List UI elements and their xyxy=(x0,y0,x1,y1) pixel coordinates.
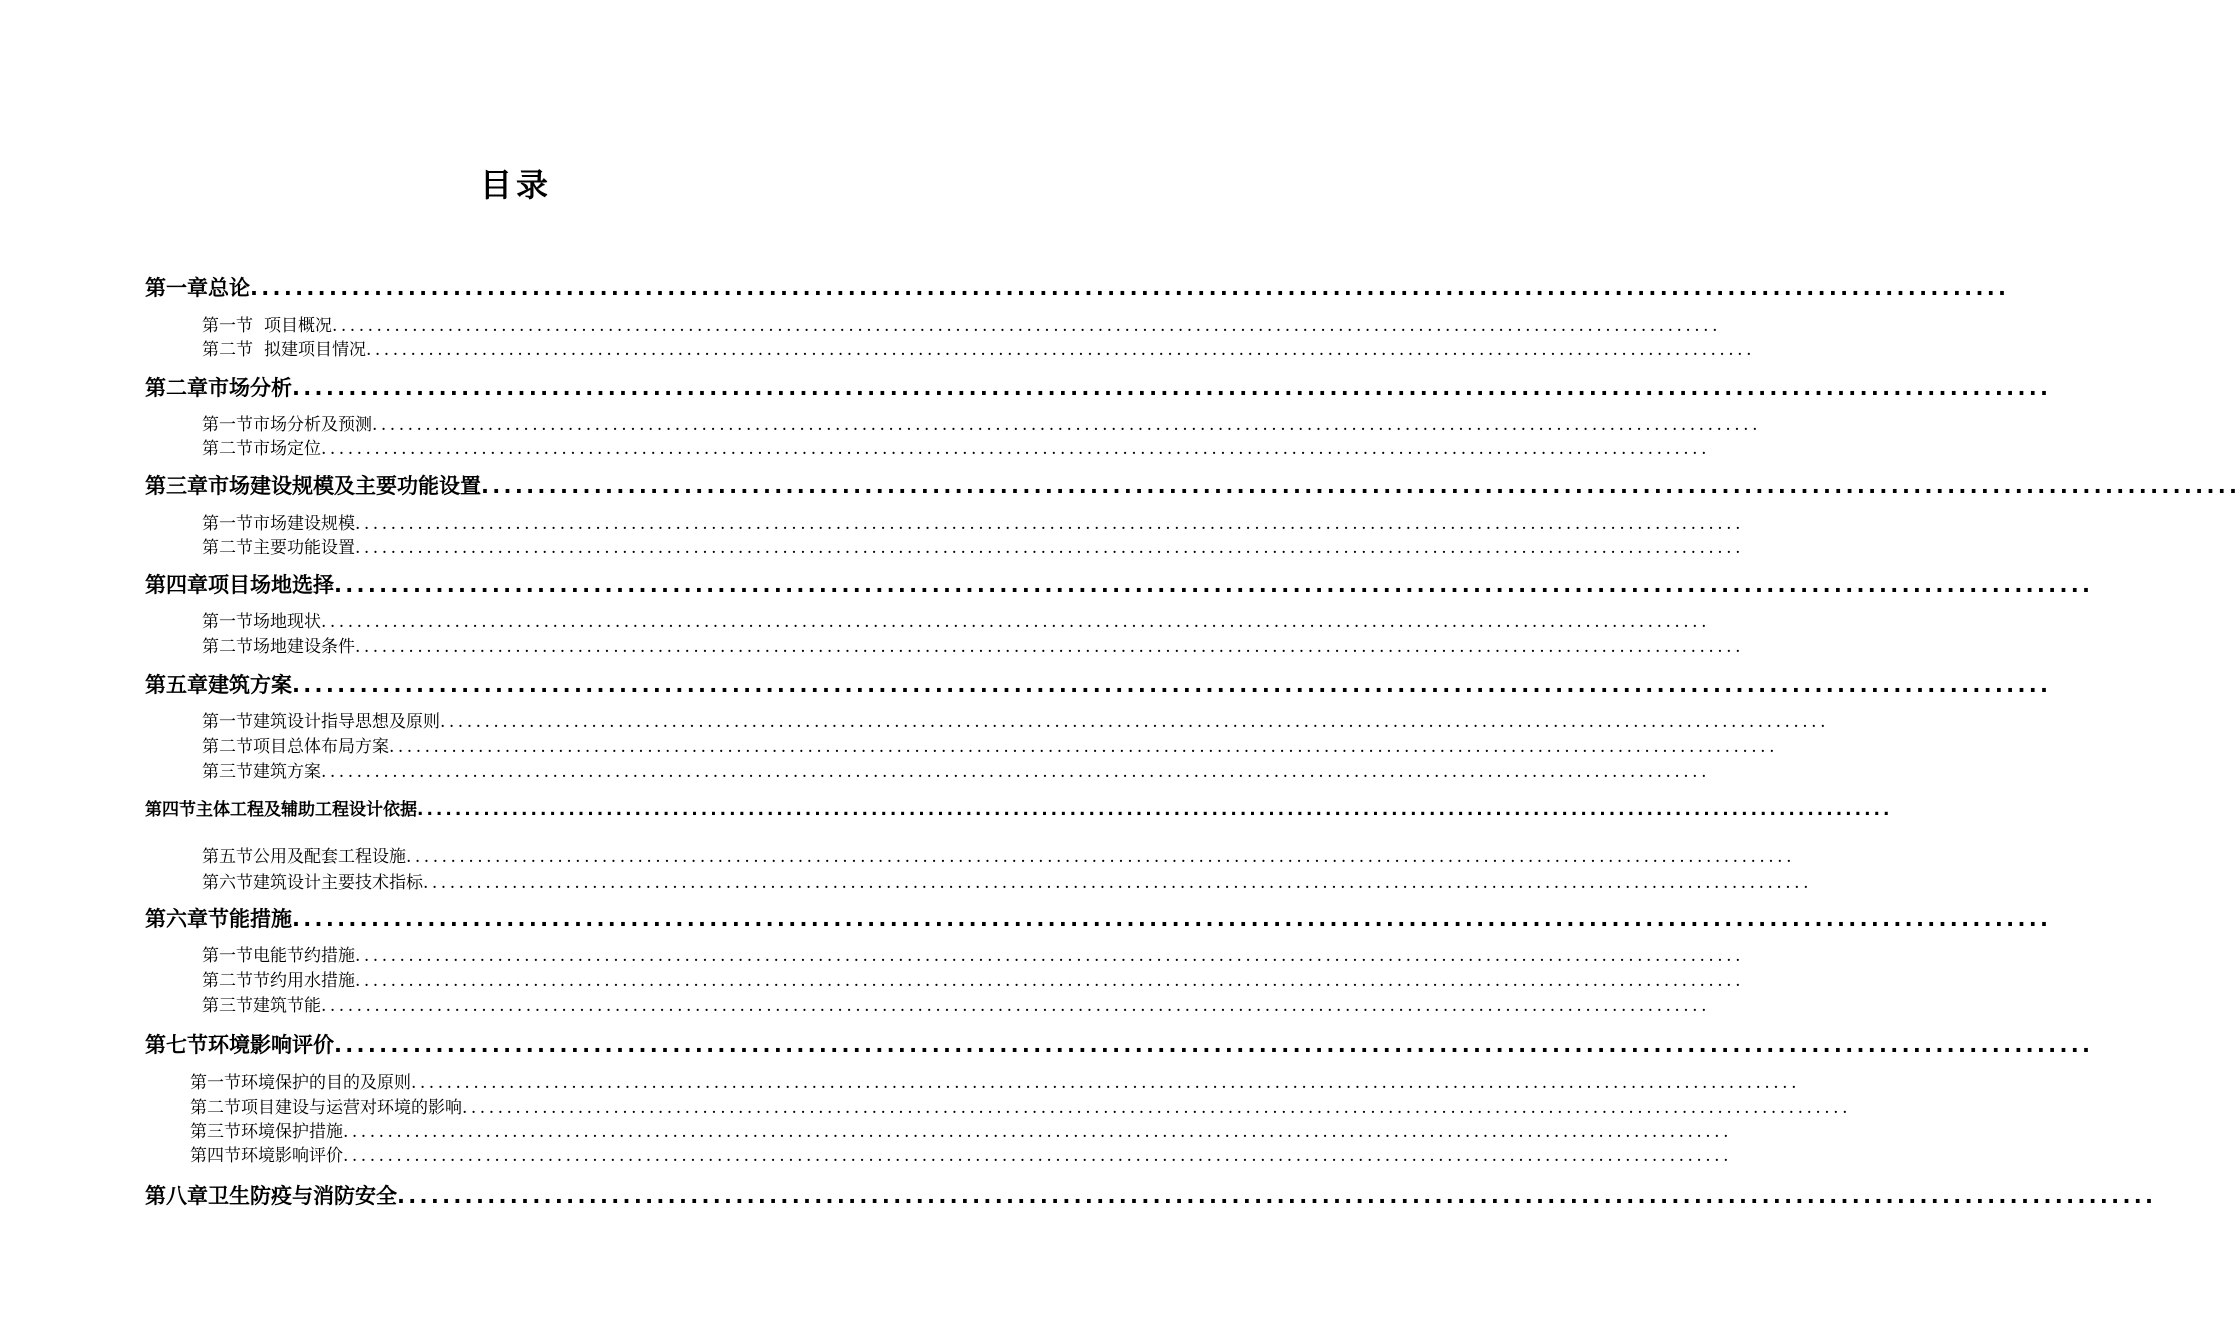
entry-label: 总论 xyxy=(208,276,250,300)
entry-number: 第六节 xyxy=(202,873,253,893)
entry-label: 拟建项目情况 xyxy=(264,340,366,360)
dot-leader: ............................................................................................................................................................ xyxy=(292,907,2052,931)
toc-section-1-1[interactable] xyxy=(202,311,1721,336)
entry-label: 建筑设计指导思想及原则 xyxy=(253,712,440,732)
dot-leader: ............................................................................................................................................................ xyxy=(397,1184,2157,1208)
entry-number: 第一节 xyxy=(202,712,253,732)
dot-leader: ............................................................................................................................................................ xyxy=(334,1033,2094,1057)
entry-number: 第六章 xyxy=(145,907,208,931)
toc-section-2-1[interactable] xyxy=(202,410,1761,435)
entry-label: 卫生防疫与消防安全 xyxy=(208,1184,397,1208)
toc-section-1-2[interactable] xyxy=(202,335,1755,360)
toc-chapter-6[interactable] xyxy=(145,903,2052,933)
entry-number: 第三章 xyxy=(145,474,208,498)
dot-leader: ............................................................................................................................................................ xyxy=(292,673,2052,697)
dot-leader: ............................................................................................................................................................ xyxy=(417,800,1893,820)
dot-leader: ............................................................................................................................................................ xyxy=(321,439,1710,459)
entry-number: 第二节 xyxy=(202,340,253,360)
dot-leader: ............................................................................................................................................................ xyxy=(355,538,1744,558)
entry-number: 第二章 xyxy=(145,376,208,400)
toc-section-7-2[interactable] xyxy=(190,1093,1851,1118)
toc-section-6-3[interactable] xyxy=(202,991,1710,1016)
entry-number: 第一章 xyxy=(145,276,208,300)
dot-leader: ............................................................................................................................................................ xyxy=(355,971,1744,991)
entry-label: 环境保护的目的及原则 xyxy=(241,1073,411,1093)
entry-number: 第一节 xyxy=(202,415,253,435)
entry-number: 第三节 xyxy=(202,996,253,1016)
dot-leader: ............................................................................................................................................................ xyxy=(481,474,2240,498)
dot-leader: ............................................................................................................................................................ xyxy=(462,1098,1851,1118)
entry-number: 第一节 xyxy=(202,316,253,336)
entry-number: 第四节 xyxy=(145,800,196,820)
entry-number: 第五章 xyxy=(145,673,208,697)
dot-leader: ............................................................................................................................................................ xyxy=(292,376,2052,400)
entry-label: 场地建设条件 xyxy=(253,637,355,657)
entry-label: 节能措施 xyxy=(208,907,292,931)
entry-label: 主要功能设置 xyxy=(253,538,355,558)
entry-label: 环境影响评价 xyxy=(208,1033,334,1057)
document-title: 目录 xyxy=(479,166,552,204)
entry-number: 第八章 xyxy=(145,1184,208,1208)
entry-number: 第二节 xyxy=(202,439,253,459)
dot-leader: ............................................................................................................................................................ xyxy=(423,873,1812,893)
dot-leader: ............................................................................................................................................................ xyxy=(343,1122,1732,1142)
toc-section-5-1[interactable] xyxy=(202,707,1829,732)
dot-leader: ............................................................................................................................................................ xyxy=(332,316,1721,336)
toc-chapter-8[interactable] xyxy=(145,1180,2157,1210)
entry-label: 市场建设规模及主要功能设置 xyxy=(208,474,481,498)
entry-label: 建筑设计主要技术指标 xyxy=(253,873,423,893)
entry-label: 项目总体布局方案 xyxy=(253,737,389,757)
entry-label: 公用及配套工程设施 xyxy=(253,847,406,867)
dot-leader: ............................................................................................................................................................ xyxy=(343,1146,1732,1166)
entry-label: 市场建设规模 xyxy=(253,514,355,534)
dot-leader: ............................................................................................................................................................ xyxy=(321,612,1710,632)
entry-number: 第二节 xyxy=(202,971,253,991)
entry-label: 主体工程及辅助工程设计依据 xyxy=(196,800,417,820)
entry-number: 第七节 xyxy=(145,1033,208,1057)
dot-leader: ............................................................................................................................................................ xyxy=(321,762,1710,782)
dot-leader: ............................................................................................................................................................ xyxy=(334,573,2094,597)
entry-number: 第一节 xyxy=(190,1073,241,1093)
dot-leader: ............................................................................................................................................................ xyxy=(440,712,1829,732)
entry-label: 节约用水措施 xyxy=(253,971,355,991)
toc-section-7-1[interactable] xyxy=(190,1068,1800,1093)
toc-section-5-6[interactable] xyxy=(202,868,1812,893)
entry-label: 项目建设与运营对环境的影响 xyxy=(241,1098,462,1118)
toc-chapter-7[interactable] xyxy=(145,1029,2094,1059)
toc-section-3-2[interactable] xyxy=(202,533,1744,558)
entry-label: 环境保护措施 xyxy=(241,1122,343,1142)
entry-label: 市场分析及预测 xyxy=(253,415,372,435)
toc-section-5-2[interactable] xyxy=(202,732,1778,757)
entry-number: 第一节 xyxy=(202,946,253,966)
dot-leader: ............................................................................................................................................................ xyxy=(372,415,1761,435)
toc-section-6-2[interactable] xyxy=(202,966,1744,991)
toc-section-2-2[interactable] xyxy=(202,434,1710,459)
entry-label: 建筑方案 xyxy=(208,673,292,697)
toc-section-7-4[interactable] xyxy=(190,1141,1732,1166)
dot-leader: ............................................................................................................................................................ xyxy=(250,276,2010,300)
toc-section-5-5[interactable] xyxy=(202,842,1795,867)
entry-label: 环境影响评价 xyxy=(241,1146,343,1166)
dot-leader: ............................................................................................................................................................ xyxy=(389,737,1778,757)
dot-leader: ............................................................................................................................................................ xyxy=(321,996,1710,1016)
entry-number: 第二节 xyxy=(202,538,253,558)
entry-number: 第一节 xyxy=(202,612,253,632)
entry-number: 第五节 xyxy=(202,847,253,867)
dot-leader: ............................................................................................................................................................ xyxy=(366,340,1755,360)
toc-section-5-3[interactable] xyxy=(202,757,1710,782)
dot-leader: ............................................................................................................................................................ xyxy=(355,946,1744,966)
entry-number: 第二节 xyxy=(202,637,253,657)
entry-number: 第四节 xyxy=(190,1146,241,1166)
entry-number: 第二节 xyxy=(202,737,253,757)
dot-leader: ............................................................................................................................................................ xyxy=(355,514,1744,534)
dot-leader: ............................................................................................................................................................ xyxy=(411,1073,1800,1093)
entry-label: 建筑节能 xyxy=(253,996,321,1016)
toc-section-4-2[interactable] xyxy=(202,632,1744,657)
dot-leader: ............................................................................................................................................................ xyxy=(355,637,1744,657)
entry-label: 项目场地选择 xyxy=(208,573,334,597)
toc-chapter-3[interactable] xyxy=(145,470,2240,500)
dot-leader: ............................................................................................................................................................ xyxy=(406,847,1795,867)
entry-number: 第三节 xyxy=(190,1122,241,1142)
entry-label: 电能节约措施 xyxy=(253,946,355,966)
entry-number: 第三节 xyxy=(202,762,253,782)
entry-label: 市场定位 xyxy=(253,439,321,459)
toc-section-5-4[interactable] xyxy=(145,795,1893,820)
entry-number: 第四章 xyxy=(145,573,208,597)
toc-chapter-2[interactable] xyxy=(145,372,2052,402)
entry-label: 市场分析 xyxy=(208,376,292,400)
toc-chapter-5[interactable] xyxy=(145,669,2052,699)
entry-number: 第二节 xyxy=(190,1098,241,1118)
toc-section-4-1[interactable] xyxy=(202,607,1710,632)
toc-section-7-3[interactable] xyxy=(190,1117,1732,1142)
toc-chapter-1[interactable] xyxy=(145,272,2010,302)
toc-chapter-4[interactable] xyxy=(145,569,2094,599)
entry-label: 项目概况 xyxy=(264,316,332,336)
toc-section-3-1[interactable] xyxy=(202,509,1744,534)
entry-label: 场地现状 xyxy=(253,612,321,632)
entry-label: 建筑方案 xyxy=(253,762,321,782)
entry-number: 第一节 xyxy=(202,514,253,534)
toc-section-6-1[interactable] xyxy=(202,941,1744,966)
